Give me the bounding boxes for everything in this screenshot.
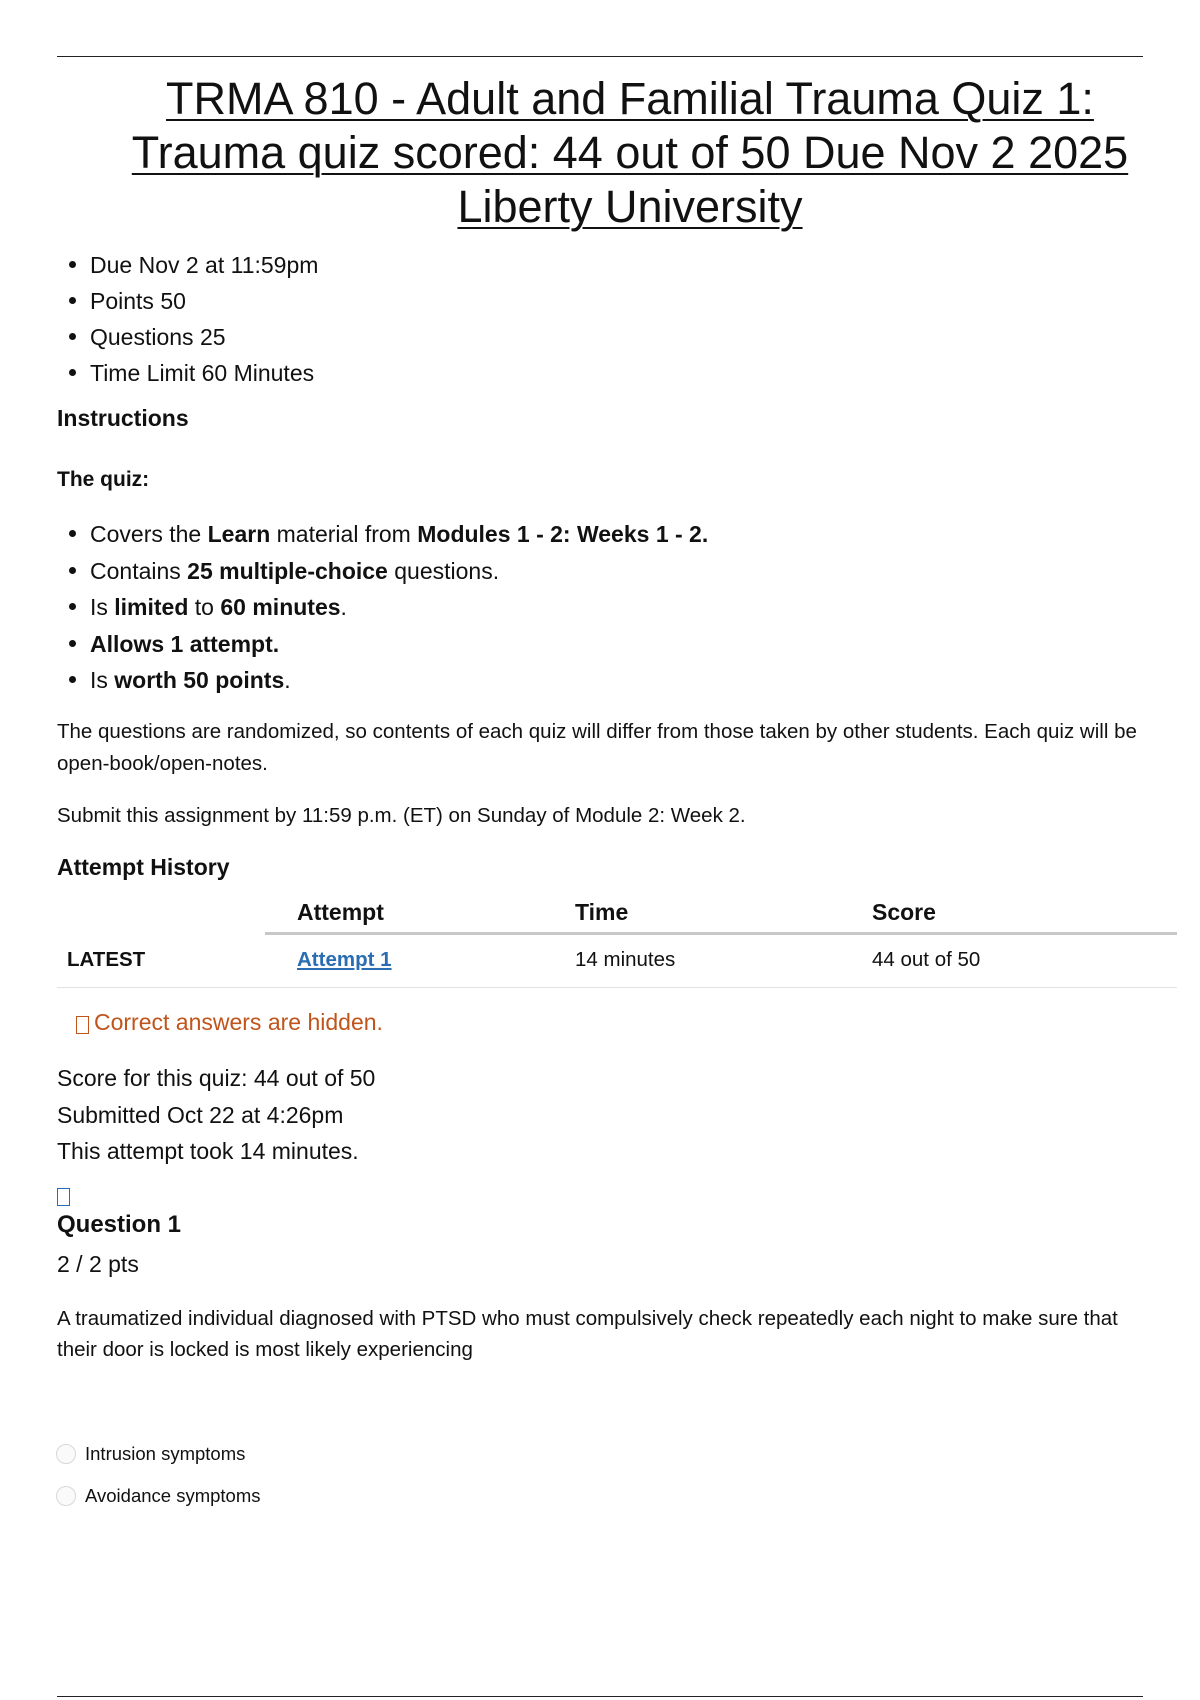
radio-button[interactable] [56,1444,76,1464]
attempt-summary [57,1060,375,1170]
column-header-score: Score [872,899,936,925]
attempt-time: 14 minutes [575,948,676,971]
quiz-details-list [57,516,708,699]
table-header-row [57,893,1177,935]
answer-option[interactable] [57,1475,261,1517]
attempt-history-heading: Attempt History [57,854,230,880]
detail-item: Is worth 50 points. [57,662,708,699]
quiz-score: Score for this quiz: 44 out of 50 [57,1065,376,1091]
attempt-history-table [57,893,1177,988]
detail-item: Allows 1 attempt. [57,626,708,663]
flag-question-icon[interactable] [57,1188,70,1206]
bottom-rule [57,1696,1143,1697]
question-text: A traumatized individual diagnosed with PTSD who must compulsively check repeatedly each night to make sure that their door is locked is most likely experiencing [57,1307,1118,1361]
instructions-heading: Instructions [57,405,189,431]
table-row [57,935,1177,988]
question-title: Question 1 [57,1211,182,1238]
meta-points: Points 50 [57,283,318,319]
detail-item: Is limited to 60 minutes. [57,589,708,626]
radio-button[interactable] [56,1486,76,1506]
answer-option[interactable] [57,1433,261,1475]
detail-item: Covers the Learn material from Modules 1 - 2: Weeks 1 - 2. [57,516,708,553]
attempt-1-link[interactable]: Attempt 1 [297,948,392,971]
meta-due: Due Nov 2 at 11:59pm [57,247,318,283]
top-rule [57,56,1143,57]
answers-hidden-text: Correct answers are hidden. [94,1009,383,1035]
submitted-time: Submitted Oct 22 at 4:26pm [57,1101,344,1128]
document-title: TRMA 810 - Adult and Familial Trauma Quiz 1: Trauma quiz scored: 44 out of 50 Due Nov 2 2025 Liberty University [131,73,1129,232]
detail-item: Contains 25 multiple-choice questions. [57,553,708,590]
meta-questions: Questions 25 [57,319,318,355]
randomization-note: The questions are randomized, so contents of each quiz will differ from those taken by other students. Each quiz will be open-book/open-notes. [57,720,1137,775]
answers-hidden-notice [76,1009,383,1036]
column-header-attempt: Attempt [297,899,384,925]
answer-label: Intrusion symptoms [85,1443,246,1464]
question-points: 2 / 2 pts [57,1251,139,1277]
attempt-duration: This attempt took 14 minutes. [57,1138,359,1164]
answer-label: Avoidance symptoms [85,1485,261,1506]
quiz-subheading: The quiz: [57,468,150,491]
answer-options [57,1433,261,1517]
attempt-score: 44 out of 50 [872,948,981,971]
column-header-time: Time [575,899,629,925]
latest-label: LATEST [67,948,146,971]
quiz-meta-list [57,247,318,391]
submission-deadline-note: Submit this assignment by 11:59 p.m. (ET) on Sunday of Module 2: Week 2. [57,804,746,827]
info-icon [76,1016,89,1034]
meta-time-limit: Time Limit 60 Minutes [57,355,318,391]
